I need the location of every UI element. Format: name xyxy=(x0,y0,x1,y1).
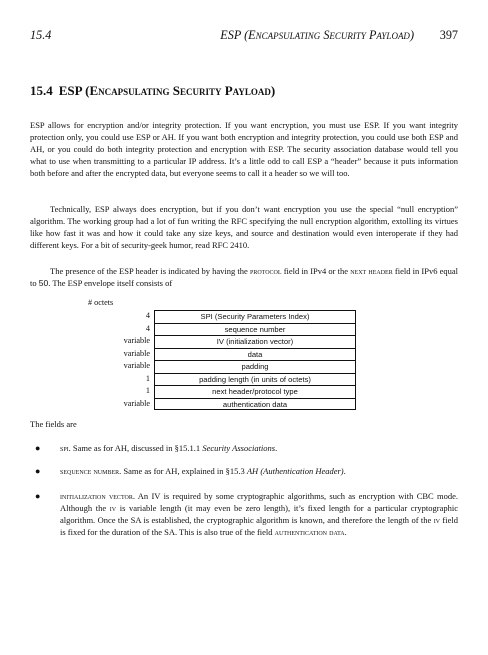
envelope-row xyxy=(30,373,460,386)
envelope-row xyxy=(30,323,460,336)
bullet-icon: ● xyxy=(35,491,41,501)
paragraph-2: Technically, ESP always does encryption, but if you don’t want encryption you use the special “null encryption” algorithm. The working group had a lot of fun writing the RFC specifying the null encryption algorithm, extolling its virtues like how fast it was and how it could take any size keys, and source and destination would even interoperate if they had different keys. For a bit of security-geek humor, read RFC 2410. xyxy=(30,204,458,251)
envelope-field: sequence number xyxy=(154,323,356,336)
envelope-field: SPI (Security Parameters Index) xyxy=(154,310,356,323)
bullet-text: sequence number. Same as for AH, explained in §15.3 AH (Authentication Header). xyxy=(60,466,346,476)
paragraph-1: ESP allows for encryption and/or integrity protection. If you want encryption, you must use ESP. If you want integrity protection only, you could use ESP or AH. If you want both encryption and integrity protection, you could use both ESP and AH, or you could do both integrity protection and encryption with ESP. The security association database would tell you what to use when transmitting to a particular IP address. It’s a little odd to call ESP a “header” because it puts information both before and after the encrypted data, but everyone seems to call it a header so we will too. xyxy=(30,120,458,179)
envelope-octets: variable xyxy=(123,348,150,358)
envelope-field: padding xyxy=(154,360,356,373)
envelope-row xyxy=(30,335,460,348)
bullet-icon: ● xyxy=(35,443,41,453)
envelope-field: authentication data xyxy=(154,398,356,411)
envelope-octets: 4 xyxy=(145,311,150,320)
envelope-field: IV (initialization vector) xyxy=(154,335,356,348)
envelope-octets: variable xyxy=(123,361,150,370)
envelope-octets: 1 xyxy=(145,373,150,383)
envelope-field: padding length (in units of octets) xyxy=(154,373,356,386)
header-section-number: 15.4 xyxy=(30,28,52,42)
fields-intro: The fields are xyxy=(30,419,77,429)
header-title: ESP (Encapsulating Security Payload) xyxy=(220,28,414,42)
envelope-octets: 4 xyxy=(145,323,150,333)
envelope-field: next header/protocol type xyxy=(154,385,356,398)
envelope-row xyxy=(30,310,460,323)
section-heading: 15.4 ESP (Encapsulating Security Payload) xyxy=(30,83,276,98)
section-heading-number: 15.4 xyxy=(30,83,53,98)
envelope-row xyxy=(30,398,460,411)
running-header xyxy=(30,28,458,44)
envelope-field: data xyxy=(154,348,356,361)
header-page-number: 397 xyxy=(439,28,458,42)
bullet-icon: ● xyxy=(35,466,41,476)
envelope-row xyxy=(30,360,460,373)
bullet-text: spi. Same as for AH, discussed in §15.1.1 Security Associations. xyxy=(60,443,278,453)
envelope-octets: 1 xyxy=(145,386,150,395)
envelope-row xyxy=(30,385,460,398)
octets-column-header: # octets xyxy=(88,298,114,307)
envelope-octets: variable xyxy=(123,398,150,408)
bullet-text: initialization vector. An IV is required by some cryptographic algorithms, such as encryption with CBC mode. Although the iv is variable length (it may even be zero length), it’s fixed length for a particular cryptographic algorithm. Once the SA is established, the cryptographic algorithm is known, and therefore the length of the iv field is fixed for the duration of the SA. This is also true of the field authentication data. xyxy=(60,491,458,538)
envelope-row xyxy=(30,348,460,361)
paragraph-3: The presence of the ESP header is indicated by having the protocol field in IPv4 or the next header field in IPv6 equal to 50. The ESP envelope itself consists of xyxy=(30,266,459,289)
envelope-octets: variable xyxy=(123,336,150,345)
esp-envelope-diagram xyxy=(30,310,460,410)
